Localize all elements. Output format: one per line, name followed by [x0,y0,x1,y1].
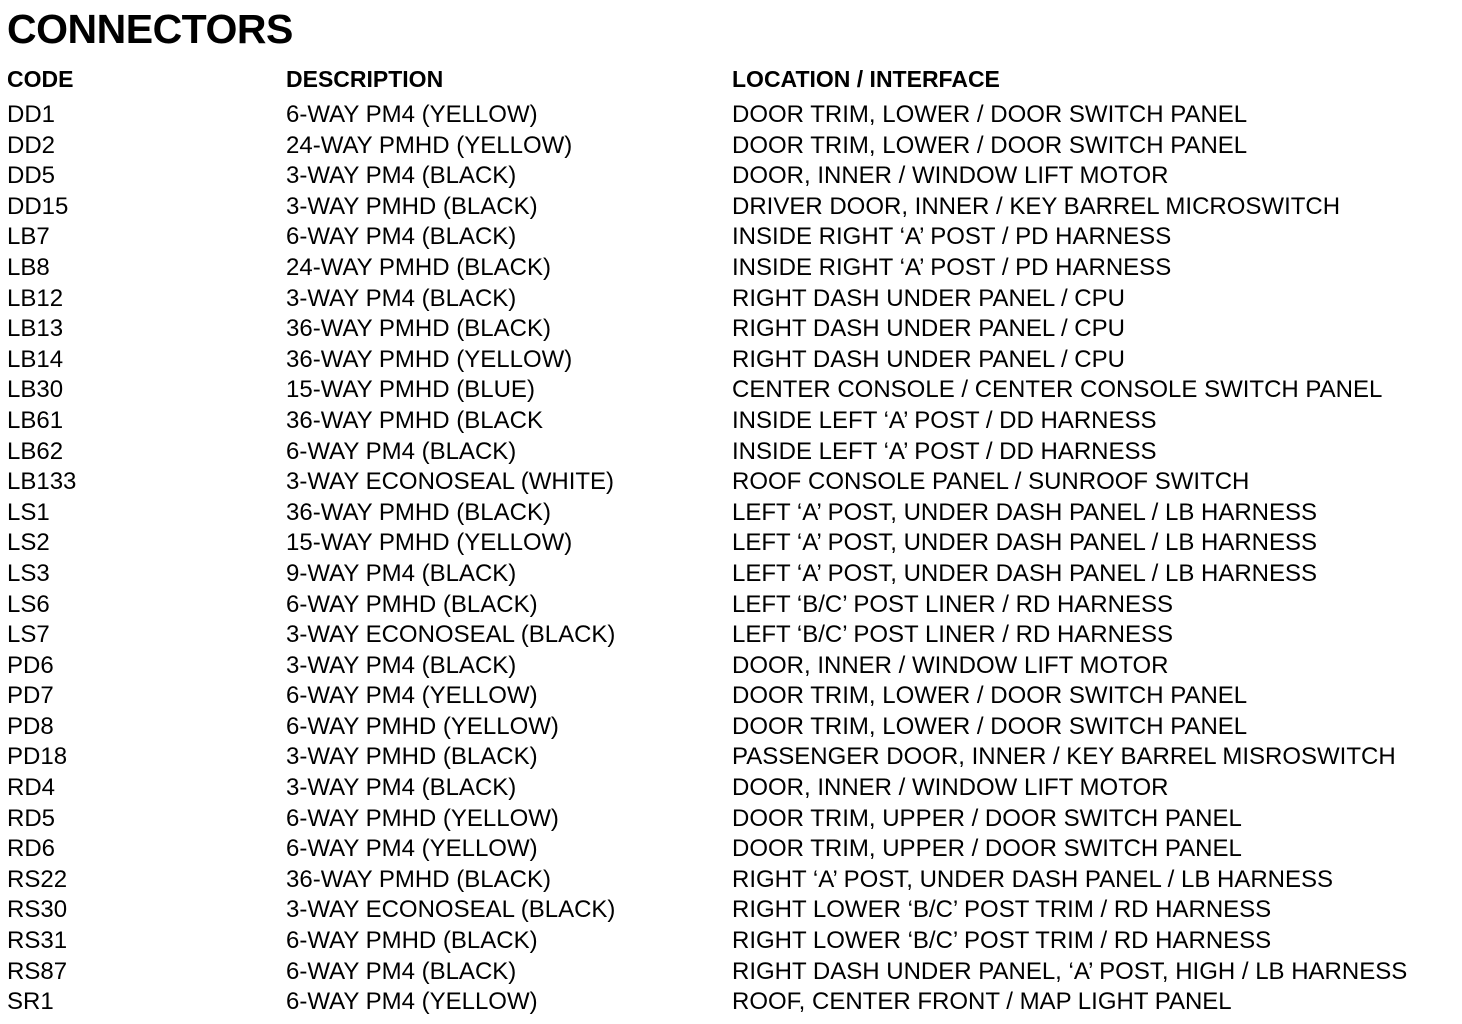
table-row [0,253,1462,284]
table-row [0,345,1462,376]
connector-description: 6-WAY PM4 (YELLOW) [286,682,538,710]
table-row [0,834,1462,865]
connector-location: LEFT ‘A’ POST, UNDER DASH PANEL / LB HARNESS [732,559,1318,587]
connector-code: LB133 [7,468,77,496]
connector-code: RD6 [7,835,56,863]
connector-code: PD8 [7,712,54,740]
connector-code: DD1 [7,101,56,128]
connector-description: 6-WAY PMHD (BLACK) [286,590,538,618]
connector-description: 3-WAY PM4 (BLACK) [286,162,517,190]
column-header-code: CODE [7,66,74,92]
page-title: CONNECTORS [7,6,293,52]
connector-table [0,64,1462,1018]
connector-location: DOOR, INNER / WINDOW LIFT MOTOR [732,774,1169,802]
connector-location: DOOR TRIM, UPPER / DOOR SWITCH PANEL [732,804,1242,832]
connector-description: 6-WAY PMHD (BLACK) [286,927,538,955]
table-row [0,131,1462,162]
connector-code: LB61 [7,406,64,434]
table-row [0,437,1462,468]
connector-description: 6-WAY PM4 (YELLOW) [286,988,538,1016]
table-row [0,192,1462,223]
connector-location: INSIDE LEFT ‘A’ POST / DD HARNESS [732,406,1157,434]
connector-code: PD7 [7,682,54,710]
table-row [0,375,1462,406]
connector-code: LS3 [7,559,50,587]
connector-code: SR1 [7,988,54,1016]
connector-description: 9-WAY PM4 (BLACK) [286,559,517,587]
connector-description: 24-WAY PMHD (BLACK) [286,253,551,281]
table-row [0,957,1462,988]
connector-description: 15-WAY PMHD (YELLOW) [286,529,573,557]
connector-description: 36-WAY PMHD (YELLOW) [286,345,573,373]
connector-location: DOOR, INNER / WINDOW LIFT MOTOR [732,162,1169,190]
connector-description: 36-WAY PMHD (BLACK) [286,315,551,343]
table-row [0,222,1462,253]
connector-code: DD2 [7,131,56,159]
connector-location: INSIDE RIGHT ‘A’ POST / PD HARNESS [732,253,1172,281]
table-row [0,620,1462,651]
column-header-location: LOCATION / INTERFACE [732,66,1000,92]
table-row [0,742,1462,773]
connector-code: DD15 [7,192,69,220]
table-row [0,926,1462,957]
connector-location: ROOF CONSOLE PANEL / SUNROOF SWITCH [732,468,1250,496]
connector-description: 3-WAY ECONOSEAL (BLACK) [286,896,616,924]
connector-description: 3-WAY ECONOSEAL (BLACK) [286,621,616,649]
table-row [0,100,1462,131]
table-row [0,406,1462,437]
connector-code: PD6 [7,651,54,679]
connector-location: INSIDE LEFT ‘A’ POST / DD HARNESS [732,437,1157,465]
connector-description: 36-WAY PMHD (BLACK [286,406,543,434]
connector-code: PD18 [7,743,68,771]
connector-location: DOOR TRIM, LOWER / DOOR SWITCH PANEL [732,101,1248,128]
connector-location: RIGHT DASH UNDER PANEL / CPU [732,284,1125,312]
table-body [0,100,1462,1018]
connector-location: CENTER CONSOLE / CENTER CONSOLE SWITCH PANEL [732,376,1383,404]
table-row [0,651,1462,682]
connector-code: LB13 [7,315,64,343]
connector-code: LS1 [7,498,50,526]
connector-location: RIGHT LOWER ‘B/C’ POST TRIM / RD HARNESS [732,927,1272,955]
connector-description: 36-WAY PMHD (BLACK) [286,865,551,893]
connector-description: 6-WAY PM4 (BLACK) [286,437,517,465]
connector-location: DOOR, INNER / WINDOW LIFT MOTOR [732,651,1169,679]
connector-code: RS87 [7,957,68,985]
connector-description: 6-WAY PMHD (YELLOW) [286,712,559,740]
table-row [0,467,1462,498]
table-row [0,498,1462,529]
connector-location: RIGHT DASH UNDER PANEL, ‘A’ POST, HIGH / LB HARNESS [732,957,1408,985]
connector-description: 6-WAY PMHD (YELLOW) [286,804,559,832]
table-row [0,895,1462,926]
connector-description: 36-WAY PMHD (BLACK) [286,498,551,526]
connector-description: 15-WAY PMHD (BLUE) [286,376,535,404]
connector-location: INSIDE RIGHT ‘A’ POST / PD HARNESS [732,223,1172,251]
table-row [0,528,1462,559]
connector-location: RIGHT DASH UNDER PANEL / CPU [732,345,1125,373]
table-row [0,284,1462,315]
connector-code: RD5 [7,804,56,832]
connector-location: DOOR TRIM, UPPER / DOOR SWITCH PANEL [732,835,1242,863]
connector-code: RD4 [7,774,56,802]
connector-code: LS7 [7,621,50,649]
column-header-description: DESCRIPTION [286,66,444,92]
connector-location: RIGHT ‘A’ POST, UNDER DASH PANEL / LB HARNESS [732,865,1334,893]
connector-location: DOOR TRIM, LOWER / DOOR SWITCH PANEL [732,712,1248,740]
table-row [0,590,1462,621]
connector-code: LB30 [7,376,64,404]
connector-code: LB14 [7,345,64,373]
table-row [0,314,1462,345]
connector-location: RIGHT DASH UNDER PANEL / CPU [732,315,1125,343]
connector-description: 6-WAY PM4 (YELLOW) [286,835,538,863]
connector-code: LS6 [7,590,50,618]
connector-description: 3-WAY PMHD (BLACK) [286,192,538,220]
connector-location: DOOR TRIM, LOWER / DOOR SWITCH PANEL [732,131,1248,159]
connector-location: RIGHT LOWER ‘B/C’ POST TRIM / RD HARNESS [732,896,1272,924]
table-row [0,804,1462,835]
connector-location: ROOF, CENTER FRONT / MAP LIGHT PANEL [732,988,1232,1016]
connector-code: DD5 [7,162,56,190]
connector-description: 3-WAY PM4 (BLACK) [286,774,517,802]
connector-location: LEFT ‘B/C’ POST LINER / RD HARNESS [732,590,1173,618]
connector-description: 6-WAY PM4 (YELLOW) [286,101,538,128]
connector-location: LEFT ‘B/C’ POST LINER / RD HARNESS [732,621,1173,649]
table-header [0,64,1462,100]
table-row [0,712,1462,743]
table-row [0,773,1462,804]
connector-location: PASSENGER DOOR, INNER / KEY BARREL MISROSWITCH [732,743,1396,771]
connector-location: LEFT ‘A’ POST, UNDER DASH PANEL / LB HARNESS [732,529,1318,557]
table-row [0,987,1462,1018]
connector-code: LB8 [7,253,50,281]
table-row [0,865,1462,896]
connector-location: LEFT ‘A’ POST, UNDER DASH PANEL / LB HARNESS [732,498,1318,526]
connector-code: LB7 [7,223,50,251]
connector-code: RS31 [7,927,68,955]
connector-code: LB62 [7,437,64,465]
connector-description: 3-WAY PM4 (BLACK) [286,284,517,312]
table-row [0,559,1462,590]
connector-description: 6-WAY PM4 (BLACK) [286,957,517,985]
connector-code: LS2 [7,529,50,557]
connector-code: LB12 [7,284,64,312]
connector-code: RS30 [7,896,68,924]
connector-description: 3-WAY ECONOSEAL (WHITE) [286,468,615,496]
connector-description: 6-WAY PM4 (BLACK) [286,223,517,251]
connector-description: 3-WAY PMHD (BLACK) [286,743,538,771]
connector-code: RS22 [7,865,68,893]
connector-description: 24-WAY PMHD (YELLOW) [286,131,573,159]
connector-description: 3-WAY PM4 (BLACK) [286,651,517,679]
table-row [0,161,1462,192]
connector-location: DRIVER DOOR, INNER / KEY BARREL MICROSWITCH [732,192,1341,220]
connector-location: DOOR TRIM, LOWER / DOOR SWITCH PANEL [732,682,1248,710]
table-row [0,681,1462,712]
